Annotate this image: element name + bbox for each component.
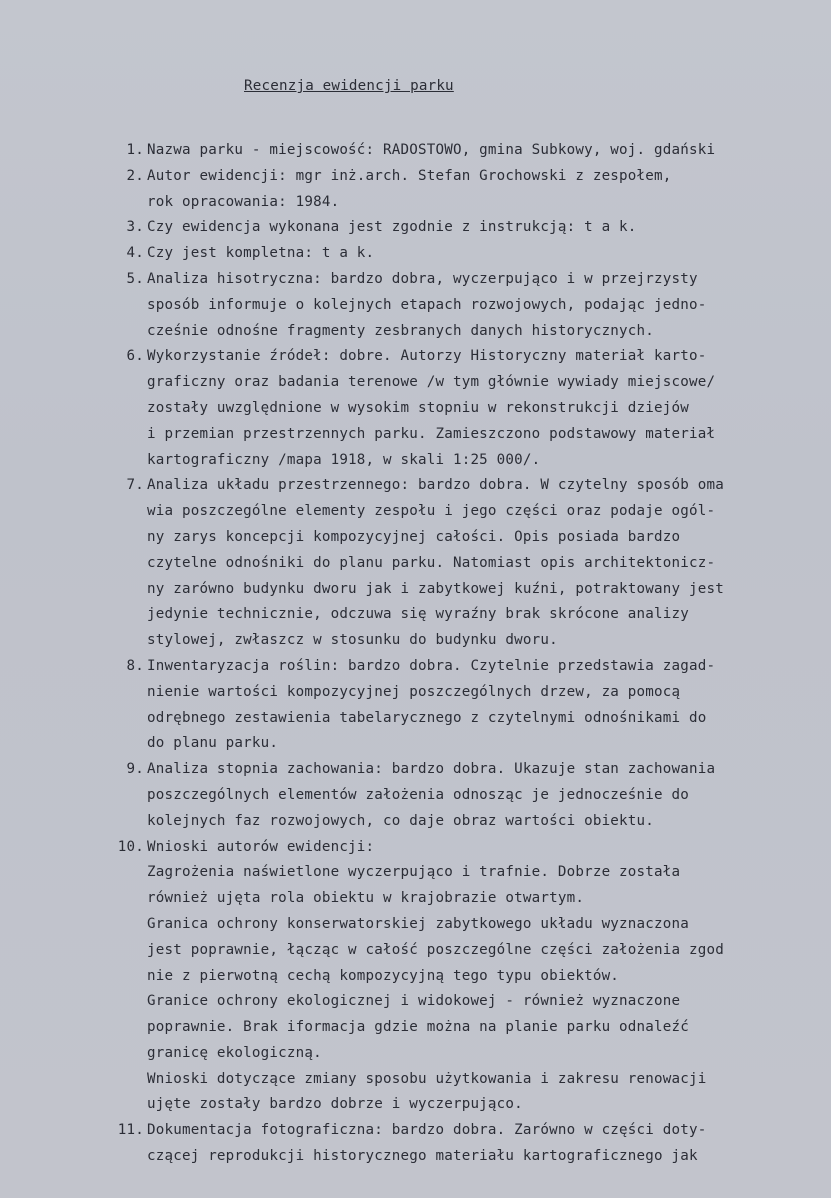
item-text-line: wia poszczególne elementy zespołu i jego części oraz podaje ogól- [147, 503, 716, 520]
item-text-line: poprawnie. Brak iformacja gdzie można na planie parku odnaleźć [147, 1019, 689, 1036]
review-item [114, 164, 831, 216]
item-number: 9. [126, 761, 144, 778]
item-text-line: Analiza stopnia zachowania: bardzo dobra. Ukazuje stan zachowania [147, 761, 716, 778]
document-title: Recenzja ewidencji parku [244, 78, 454, 94]
item-text-line: Granica ochrony konserwatorskiej zabytkowego układu wyznaczona [147, 915, 689, 932]
item-text-line: graficzny oraz badania terenowe /w tym głównie wywiady miejscowe/ [147, 374, 716, 391]
item-text-line: sposób informuje o kolejnych etapach rozwojowych, podając jedno- [147, 296, 707, 313]
item-text-line: cześnie odnośne fragmenty zesbranych danych historycznych. [147, 322, 655, 339]
item-text-line: ujęte zostały bardzo dobrze i wyczerpująco. [147, 1096, 523, 1113]
item-text-line: Zagrożenia naświetlone wyczerpująco i trafnie. Dobrze została [147, 864, 681, 881]
item-text-line: rok opracowania: 1984. [147, 193, 340, 210]
item-text-line: i przemian przestrzennych parku. Zamieszczono podstawowy materiał [147, 425, 716, 442]
review-item [114, 473, 831, 654]
item-text-line: Wnioski dotyczące zmiany sposobu użytkowania i zakresu renowacji [147, 1070, 707, 1087]
item-text-line: Wykorzystanie źródeł: dobre. Autorzy Historyczny materiał karto- [147, 348, 707, 365]
item-text-line: Inwentaryzacja roślin: bardzo dobra. Czytelnie przedstawia zagad- [147, 657, 716, 674]
item-text-line: nie z pierwotną cechą kompozycyjną tego typu obiektów. [147, 967, 620, 984]
item-text-line: czącej reprodukcji historycznego materiału kartograficznego jak [147, 1148, 698, 1165]
item-text-line: Granice ochrony ekologicznej i widokowej - również wyznaczone [147, 993, 681, 1010]
item-text-line: poszczególnych elementów założenia odnosząc je jednocześnie do [147, 786, 689, 803]
item-number: 6. [126, 348, 144, 365]
item-text-line: jest poprawnie, łącząc w całość poszczególne części założenia zgod [147, 941, 724, 958]
review-item [114, 215, 831, 241]
item-number: 5. [126, 270, 144, 287]
item-text-line: Nazwa parku - miejscowość: RADOSTOWO, gmina Subkowy, woj. gdański [147, 142, 716, 158]
review-item [114, 344, 831, 473]
item-number: 7. [126, 477, 144, 494]
item-number: 10. [117, 838, 144, 855]
item-number: 4. [126, 245, 144, 262]
review-item [114, 757, 831, 834]
item-text-line: stylowej, zwłaszcz w stosunku do budynku dworu. [147, 632, 558, 649]
item-text-line: Analiza hisotryczna: bardzo dobra, wyczerpująco i w przejrzysty [147, 270, 698, 287]
item-text-line: nienie wartości kompozycyjnej poszczególnych drzew, za pomocą [147, 683, 681, 700]
item-text-line: odrębnego zestawienia tabelarycznego z czytelnymi odnośnikami do [147, 709, 707, 726]
item-number: 3. [126, 219, 144, 236]
review-item [114, 1118, 831, 1170]
review-items-list [114, 138, 831, 1170]
item-text-line: kartograficzny /mapa 1918, w skali 1:25 000/. [147, 451, 541, 468]
item-text-line: ny zarówno budynku dworu jak i zabytkowej kuźni, potraktowany jest [147, 580, 724, 597]
item-text-line: zostały uwzględnione w wysokim stopniu w rekonstrukcji dziejów [147, 399, 689, 416]
item-text-line: kolejnych faz rozwojowych, co daje obraz wartości obiektu. [147, 812, 655, 829]
item-text-line: ny zarys koncepcji kompozycyjnej całości. Opis posiada bardzo [147, 528, 681, 545]
item-number: 8. [126, 657, 144, 674]
review-item [114, 835, 831, 1119]
item-text-line: również ujęta rola obiektu w krajobrazie otwartym. [147, 890, 585, 907]
item-text-line: Analiza układu przestrzennego: bardzo dobra. W czytelny sposób oma [147, 477, 724, 494]
review-item [114, 241, 831, 267]
item-text-line: czytelne odnośniki do planu parku. Natomiast opis architektonicz- [147, 554, 716, 571]
item-text-line: Dokumentacja fotograficzna: bardzo dobra. Zarówno w części doty- [147, 1122, 707, 1139]
review-item [114, 654, 831, 757]
item-number: 11. [117, 1122, 144, 1139]
review-item [114, 138, 831, 164]
item-text-line: Autor ewidencji: mgr inż.arch. Stefan Grochowski z zespołem, [147, 167, 672, 184]
item-text-line: do planu parku. [147, 735, 279, 752]
item-text-line: granicę ekologiczną. [147, 1044, 322, 1061]
item-number: 2. [126, 167, 144, 184]
item-text-line: Wnioski autorów ewidencji: [147, 838, 375, 855]
item-number: 1. [126, 142, 144, 158]
item-text-line: Czy ewidencja wykonana jest zgodnie z instrukcją: t a k. [147, 219, 637, 236]
item-text-line: Czy jest kompletna: t a k. [147, 245, 375, 262]
item-text-line: jedynie technicznie, odczuwa się wyraźny brak skrócone analizy [147, 606, 689, 623]
review-item [114, 267, 831, 344]
